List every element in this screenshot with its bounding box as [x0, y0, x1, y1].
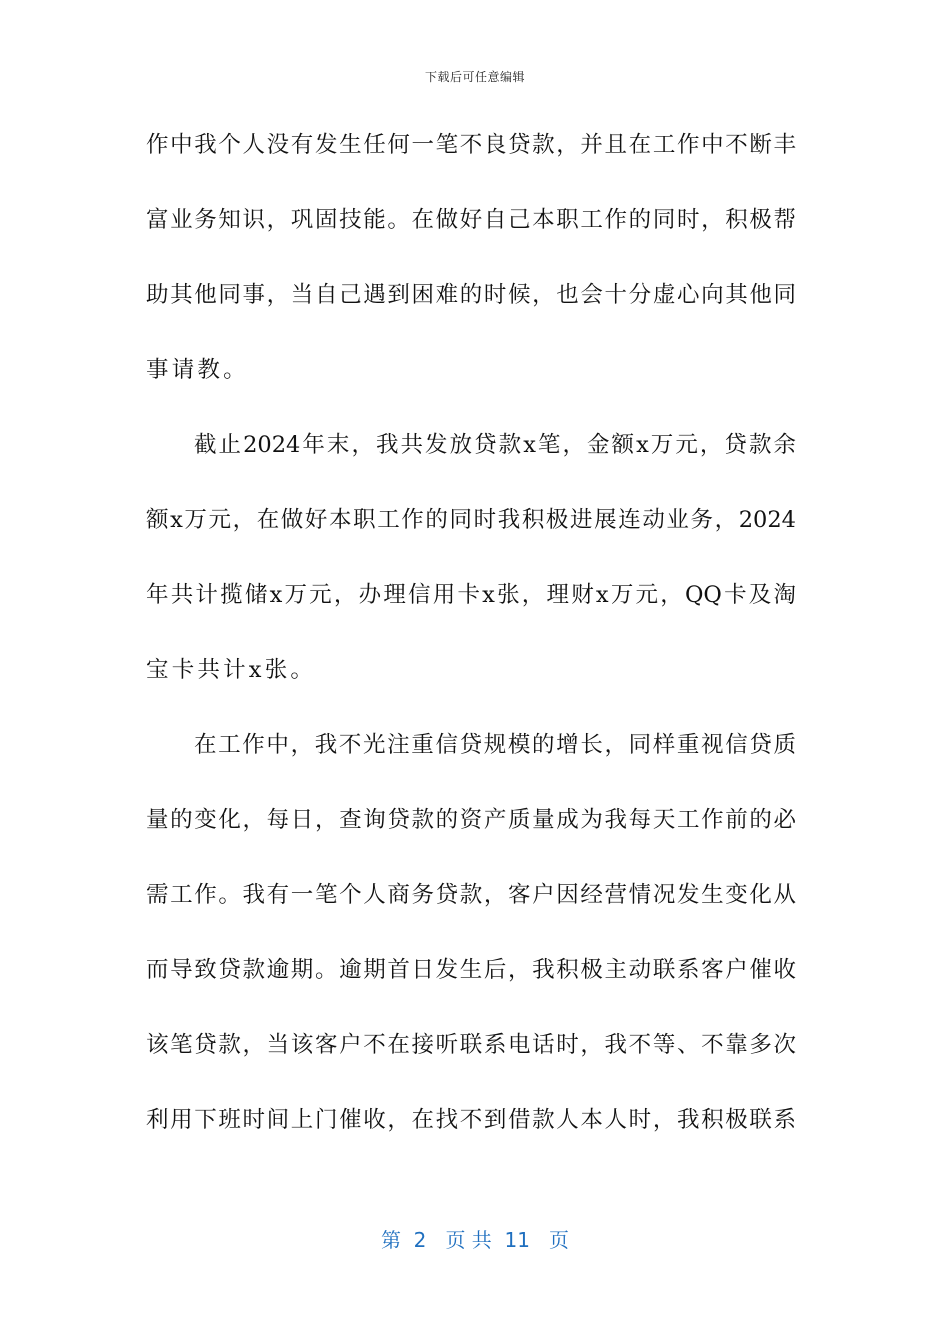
text-line: 截止2024年末，我共发放贷款x笔，金额x万元，贷款余	[194, 432, 796, 458]
text-line: 该笔贷款，当该客户不在接听联系电话时，我不等、不靠多次	[146, 1032, 796, 1058]
text-line: 事请教。	[146, 357, 249, 383]
text-line: 富业务知识，巩固技能。在做好自己本职工作的同时，积极帮	[146, 207, 796, 233]
page-footer: 第 2 页 共 11 页	[380, 1228, 570, 1252]
text-line: 年共计揽储x万元，办理信用卡x张，理财x万元，QQ卡及淘	[146, 582, 796, 608]
text-line: 利用下班时间上门催收，在找不到借款人本人时，我积极联系	[146, 1107, 796, 1133]
page-header: 下载后可任意编辑	[424, 70, 525, 84]
text-line: 而导致贷款逾期。逾期首日发生后，我积极主动联系客户催收	[146, 957, 796, 983]
text-line: 宝卡共计x张。	[146, 657, 317, 683]
text-line: 作中我个人没有发生任何一笔不良贷款，并且在工作中不断丰	[146, 132, 796, 158]
text-line: 在工作中，我不光注重信贷规模的增长，同样重视信贷质	[194, 732, 796, 758]
text-line: 额x万元，在做好本职工作的同时我积极进展连动业务，2024	[146, 507, 796, 533]
text-line: 需工作。我有一笔个人商务贷款，客户因经营情况发生变化从	[146, 882, 796, 908]
text-line: 量的变化，每日，查询贷款的资产质量成为我每天工作前的必	[146, 807, 796, 833]
text-line: 助其他同事，当自己遇到困难的时候，也会十分虚心向其他同	[146, 282, 796, 308]
